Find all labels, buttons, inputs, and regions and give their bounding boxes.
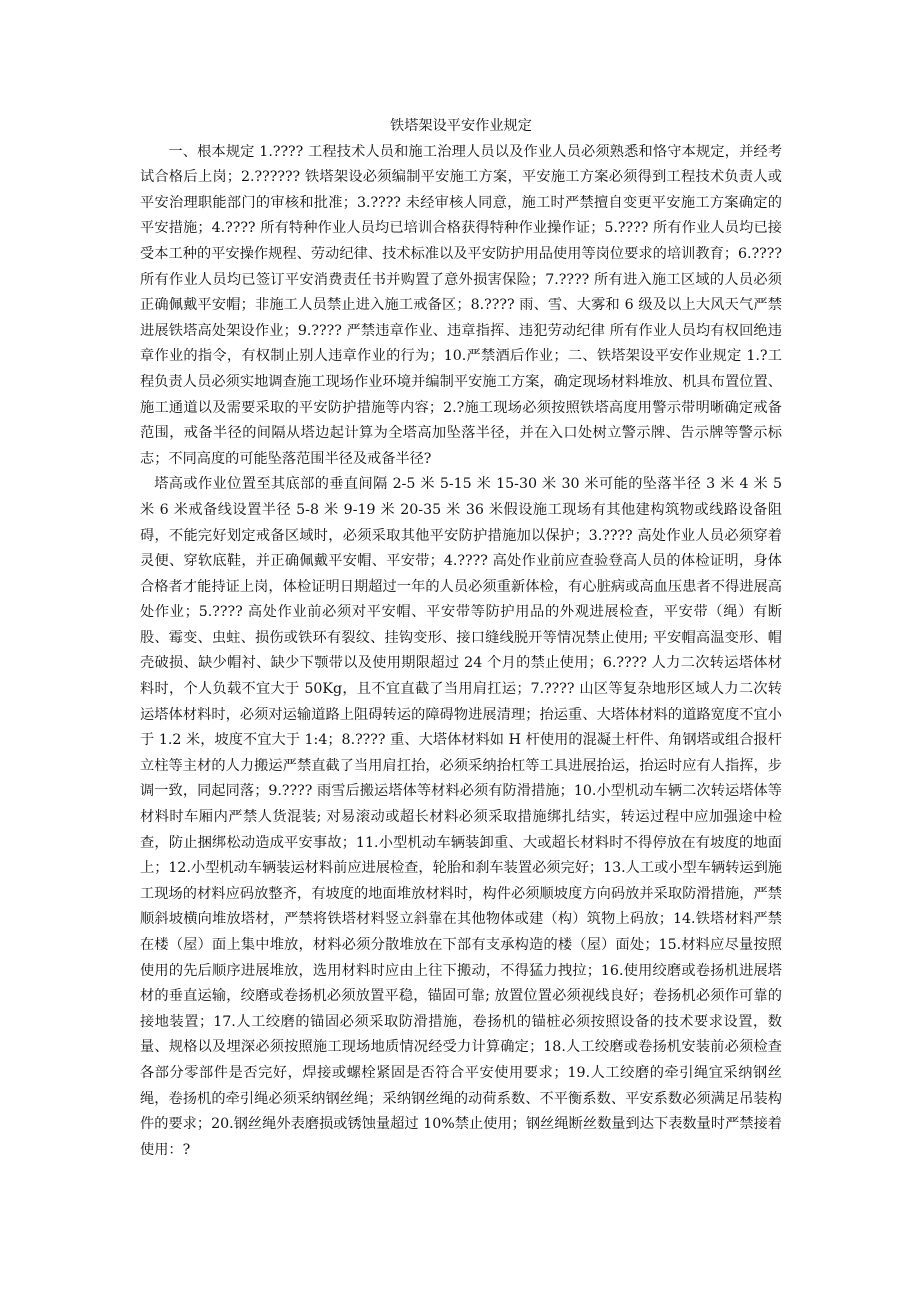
document-title: 铁塔架设平安作业规定 [390,118,532,134]
paragraph-safety-rules: 塔高或作业位置至其底部的垂直间隔 2-5 米 5-15 米 15-30 米 30 米可能的坠落半径 3 米 4 米 5 米 6 米戒备线设置半径 5-8 米 9-19 米 20-35 米 36 米假设施工现场有其他建构筑物或线路设备阻碍，不能完好划定戒备区域时，必须采取其他平安防护措施加以保护；3.???? 高处作业人员必须穿着灵便、穿软底鞋，并正确佩戴平安帽、平安带；4.???? 高处作业前应查验登高人员的体检证明，身体合格者才能持证上岗，体检证明日期超过一年的人员必须重新体检，有心脏病或高血压患者不得进展高处作业；5.???? 高处作业前必须对平安帽、平安带等防护用品的外观进展检查，平安带（绳）有断股、霉变、虫蛀、损伤或铁环有裂纹、挂钩变形、接口缝线脱开等情况禁止使用; 平安帽高温变形、帽壳破损、缺少帽衬、缺少下颚带以及使用期限超过 24 个月的禁止使用；6.???? 人力二次转运塔体材料时，个人负载不宜大于 50Kg，且不宜直截了当用肩扛运；7.???? 山区等复杂地形区域人力二次转运塔体材料时，必须对运输道路上阻碍转运的障碍物进展清理；抬运重、大塔体材料的道路宽度不宜小于 1.2 米，坡度不宜大于 1:4；8.???? 重、大塔体材料如 H 杆使用的混凝土杆件、角钢塔或组合报杆立柱等主材的人力搬运严禁直截了当用肩扛抬，必须采纳抬杠等工具进展抬运，抬运时应有人指挥，步调一致，同起同落；9.???? 雨雪后搬运塔体等材料必须有防滑措施；10.小型机动车辆二次转运塔体等材料时车厢内严禁人货混装; 对易滚动或超长材料必须采取措施绑扎结实，转运过程中应加强途中检查，防止捆绑松动造成平安事故；11.小型机动车辆装卸重、大或超长材料时不得停放在有坡度的地面上；12.小型机动车辆装运材料前应进展检查，轮胎和刹车装置必须完好；13.人工或小型车辆转运到施工现场的材料应码放整齐，有坡度的地面堆放材料时，构件必须顺坡度方向码放并采取防滑措施，严禁顺斜坡横向堆放塔材，严禁将铁塔材料竖立斜靠在其他物体或建（构）筑物上码放；14.铁塔材料严禁在楼（屋）面上集中堆放，材料必须分散堆放在下部有支承构造的楼（屋）面处；15.材料应尽量按照使用的先后顺序进展堆放，选用材料时应由上往下搬动，不得猛力拽拉；16.使用绞磨或卷扬机进展塔材的垂直运输，绞磨或卷扬机必须放置平稳，锚固可靠; 放置位置必须视线良好；卷扬机必须作可靠的接地装置；17.人工绞磨的锚固必须采取防滑措施，卷扬机的锚桩必须按照设备的技术要求设置，数量、规格以及埋深必须按照施工现场地质情况经受力计算确定；18.人工绞磨或卷扬机安装前必须检查各部分零部件是否完好，焊接或螺栓紧固是否符合平安使用要求；19.人工绞磨的牵引绳宜采纳钢丝绳，卷扬机的牵引绳必须采纳钢丝绳；采纳钢丝绳的动荷系数、不平衡系数、平安系数必须满足吊装构件的要求；20.钢丝绳外表磨损或锈蚀量超过 10%禁止使用；钢丝绳断丝数量到达下表数量时严禁接着使用：? [140,476,782,1158]
document-page [140,114,782,1163]
paragraph-general-rules: 一、根本规定 1.???? 工程技术人员和施工治理人员以及作业人员必须熟悉和恪守本规定，并经考试合格后上岗；2.?????? 铁塔架设必须编制平安施工方案，平安施工方案必须得到工程技术负责人或平安治理职能部门的审核和批准；3.???? 未经审核人同意，施工时严禁擅自变更平安施工方案确定的平安措施；4.???? 所有特种作业人员均已培训合格获得特种作业操作证；5.???? 所有作业人员均已接受本工种的平安操作规程、劳动纪律、技术标准以及平安防护用品使用等岗位要求的培训教育；6.???? 所有作业人员均已签订平安消费责任书并购置了意外损害保险；7.???? 所有进入施工区域的人员必须正确佩戴平安帽；非施工人员禁止进入施工戒备区；8.???? 雨、雪、大雾和 6 级及以上大风天气严禁进展铁塔高处架设作业；9.???? 严禁违章作业、违章指挥、违犯劳动纪律 所有作业人员均有权回绝违章作业的指令，有权制止别人违章作业的行为；10.严禁酒后作业；二、铁塔架设平安作业规定 1.?工程负责人员必须实地调查施工现场作业环境并编制平安施工方案，确定现场材料堆放、机具布置位置、施工通道以及需要采取的平安防护措施等内容；2.?施工现场必须按照铁塔高度用警示带明晰确定戒备范围，戒备半径的间隔从塔边起计算为全塔高加坠落半径，并在入口处树立警示牌、告示牌等警示标志；不同高度的可能坠落范围半径及戒备半径? [140,143,782,467]
